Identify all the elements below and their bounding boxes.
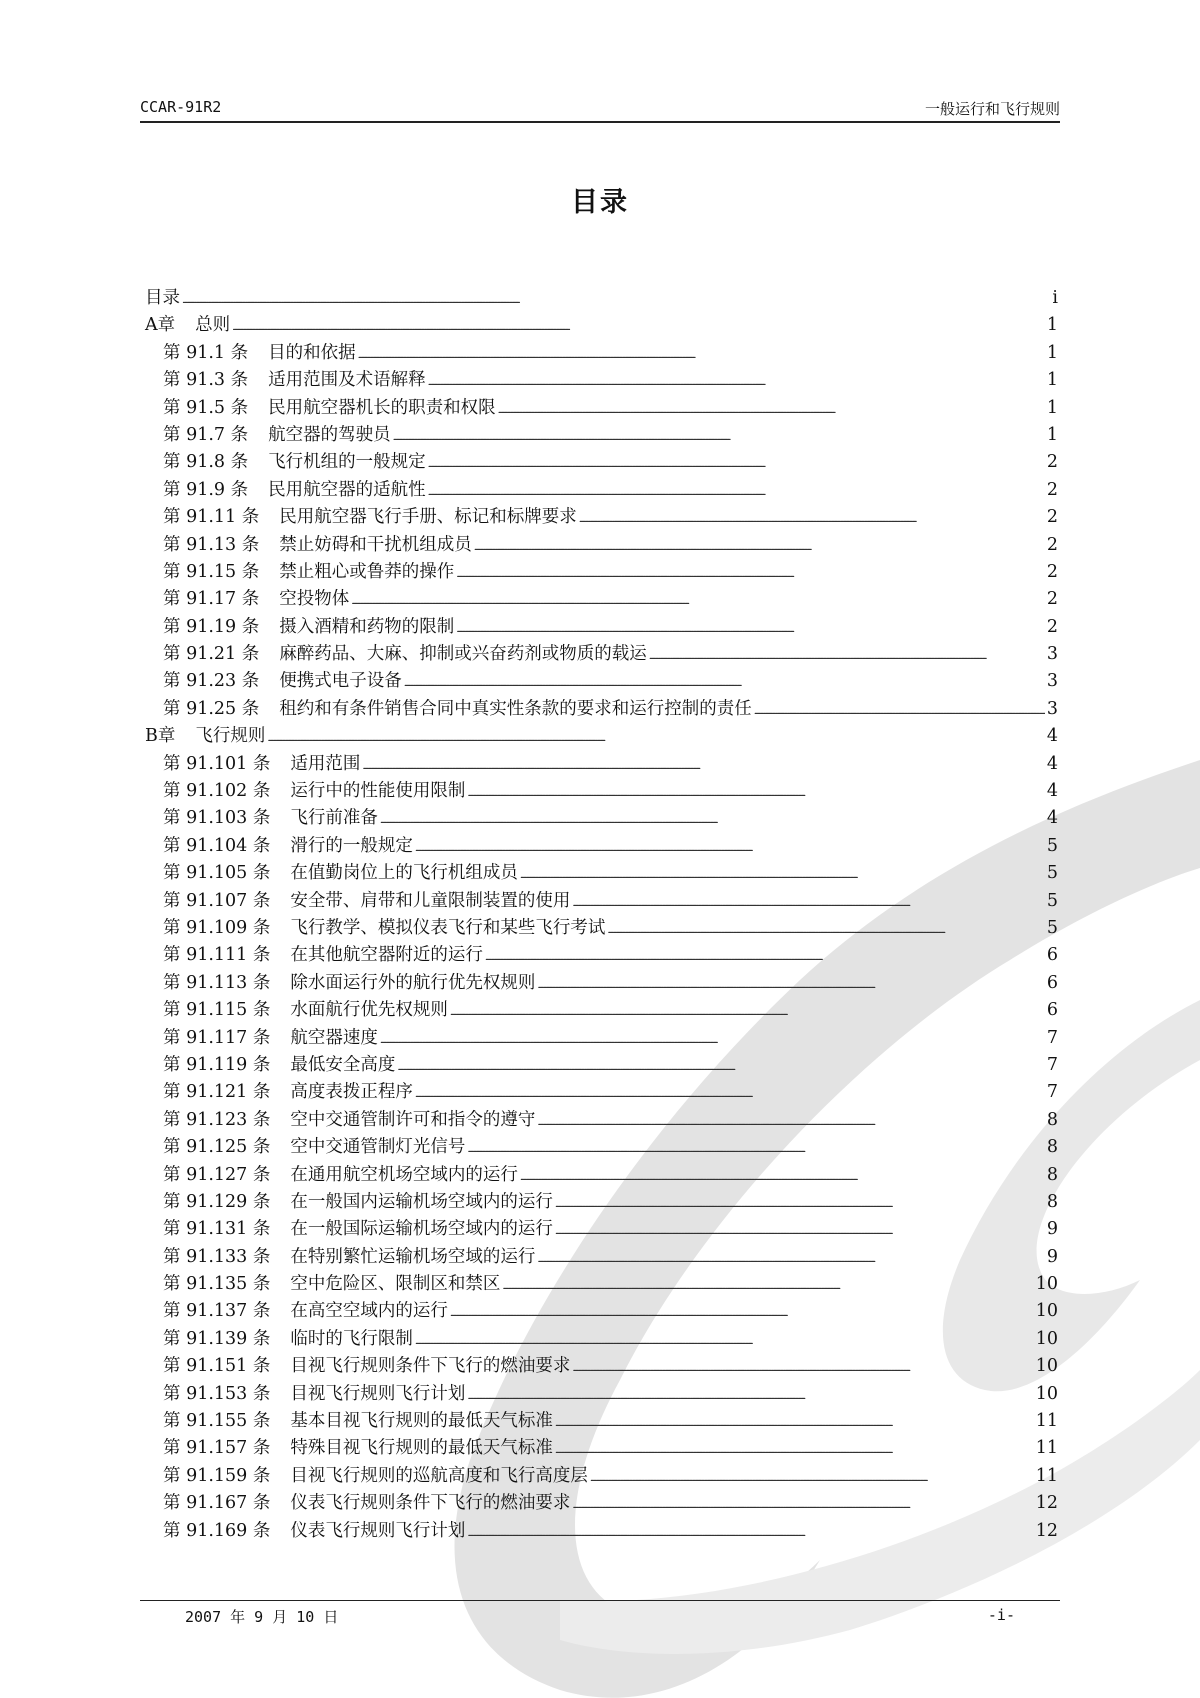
toc-entry-number: 第 91.15 条 (163, 561, 260, 582)
toc-entry-title: 安全带、肩带和儿童限制装置的使用 (290, 890, 571, 911)
page-title: 目录 (571, 187, 629, 218)
toc-entry-article[interactable] (145, 1353, 1058, 1380)
toc-entry-page: 7 (1046, 1082, 1058, 1103)
page-header (140, 98, 1060, 122)
toc-entry-title: 滑行的一般规定 (290, 835, 413, 856)
toc-entry-article[interactable] (145, 668, 1058, 695)
toc-entry-chapter[interactable] (145, 723, 1058, 750)
toc-entry-title: 飞行前准备 (290, 808, 378, 829)
toc-entry-number: 第 91.9 条 (163, 479, 249, 500)
toc-entry-title: 飞行机组的一般规定 (268, 452, 426, 473)
toc-dot-leader (518, 1162, 1045, 1189)
toc-entry-article[interactable] (145, 1025, 1058, 1052)
toc-entry-number: 第 91.155 条 (163, 1411, 271, 1432)
toc-entry-article[interactable] (145, 1518, 1058, 1545)
toc-entry-page: 2 (1046, 589, 1058, 610)
toc-entry-page: 4 (1046, 753, 1058, 774)
toc-entry-page: 11 (1035, 1438, 1058, 1459)
toc-entry-article[interactable] (145, 915, 1058, 942)
toc-entry-number: 第 91.107 条 (163, 890, 271, 911)
toc-entry-title: 运行中的性能使用限制 (290, 781, 466, 802)
toc-dot-leader (448, 997, 1045, 1024)
toc-entry-page: 5 (1046, 835, 1058, 856)
toc-entry-number: 第 91.11 条 (163, 507, 260, 528)
toc-entry-page: 2 (1046, 616, 1058, 637)
toc-entry-page: 10 (1035, 1274, 1058, 1295)
toc-entry-page: 2 (1046, 479, 1058, 500)
toc-entry-page: 10 (1035, 1356, 1058, 1377)
toc-dot-leader (360, 751, 1045, 778)
toc-dot-leader (535, 1107, 1045, 1134)
toc-dot-leader (472, 532, 1045, 559)
toc-entry-article[interactable] (145, 532, 1058, 559)
toc-entry-title: 在高空空域内的运行 (290, 1301, 448, 1322)
toc-dot-leader (395, 1052, 1045, 1079)
toc-entry-number: 第 91.127 条 (163, 1164, 271, 1185)
toc-entry-page: 12 (1035, 1520, 1058, 1541)
toc-entry-page: 1 (1046, 342, 1058, 363)
toc-entry-title: 临时的飞行限制 (290, 1328, 413, 1349)
toc-dot-leader (426, 449, 1045, 476)
toc-entry-number: 第 91.159 条 (163, 1465, 271, 1486)
toc-entry-article[interactable] (145, 614, 1058, 641)
toc-entry-page: 9 (1046, 1246, 1058, 1267)
toc-entry-page: 7 (1046, 1054, 1058, 1075)
toc-entry-article[interactable] (145, 1326, 1058, 1353)
toc-dot-leader (426, 477, 1045, 504)
toc-entry-article[interactable] (145, 997, 1058, 1024)
toc-entry-title: 禁止妨碍和干扰机组成员 (279, 534, 472, 555)
toc-entry-article[interactable] (145, 1079, 1058, 1106)
toc-entry-number: 第 91.103 条 (163, 808, 271, 829)
toc-dot-leader (535, 1244, 1045, 1271)
toc-entry-title: 水面航行优先权规则 (290, 1000, 448, 1021)
toc-entry-article[interactable] (145, 1408, 1058, 1435)
toc-dot-leader (378, 1025, 1045, 1052)
toc-dot-leader (588, 1463, 1034, 1490)
toc-entry-page: 5 (1046, 890, 1058, 911)
toc-entry-page: i (1052, 288, 1058, 308)
header-divider (140, 121, 1060, 123)
toc-entry-page: 3 (1046, 671, 1058, 692)
toc-dot-leader (553, 1408, 1034, 1435)
toc-entry-title: 目视飞行规则的巡航高度和飞行高度层 (290, 1465, 588, 1486)
toc-entry-number: 第 91.102 条 (163, 781, 271, 802)
toc-entry-article[interactable] (145, 641, 1058, 668)
toc-dot-leader (465, 1134, 1045, 1161)
toc-dot-leader (647, 641, 1045, 668)
document-title: 一般运行和飞行规则 (924, 100, 1060, 118)
toc-entry-number: 目录 (145, 288, 180, 308)
toc-dot-leader (465, 778, 1045, 805)
toc-dot-leader (349, 586, 1045, 613)
toc-entry-article[interactable] (145, 860, 1058, 887)
toc-entry-title: 适用范围 (290, 753, 361, 774)
toc-entry-article[interactable] (145, 1134, 1058, 1161)
toc-entry-title: 民用航空器的适航性 (268, 479, 426, 500)
toc-entry-article[interactable] (145, 805, 1058, 832)
toc-entry-number: 第 91.13 条 (163, 534, 260, 555)
toc-entry-title: 仪表飞行规则条件下飞行的燃油要求 (290, 1493, 571, 1514)
toc-entry-title: 在一般国际运输机场空域内的运行 (290, 1219, 553, 1240)
toc-entry-number: 第 91.121 条 (163, 1082, 271, 1103)
toc-entry-number: A章 (145, 315, 176, 336)
toc-entry-page: 6 (1046, 1000, 1058, 1021)
toc-entry-number: 第 91.125 条 (163, 1137, 271, 1158)
toc-entry-number: B章 (145, 726, 176, 747)
toc-entry-article[interactable] (145, 586, 1058, 613)
toc-entry-page: 2 (1046, 534, 1058, 555)
toc-entry-title: 除水面运行外的航行优先权规则 (290, 972, 536, 993)
toc-entry-number: 第 91.129 条 (163, 1191, 271, 1212)
toc-dot-leader (553, 1189, 1045, 1216)
toc-entry-page: 2 (1046, 452, 1058, 473)
toc-entry-page: 6 (1046, 972, 1058, 993)
toc-entry-number: 第 91.101 条 (163, 753, 271, 774)
toc-entry-number: 第 91.7 条 (163, 424, 249, 445)
toc-entry-page: 3 (1046, 644, 1058, 665)
toc-entry-number: 第 91.104 条 (163, 835, 271, 856)
toc-entry-title: 飞行教学、模拟仪表飞行和某些飞行考试 (290, 917, 606, 938)
toc-entry-title: 航空器速度 (290, 1027, 378, 1048)
toc-entry-number: 第 91.113 条 (163, 972, 271, 993)
toc-entry-page: 8 (1046, 1164, 1058, 1185)
toc-dot-leader (454, 614, 1045, 641)
toc-entry-number: 第 91.111 条 (163, 945, 271, 966)
toc-dot-leader (448, 1298, 1034, 1325)
footer-divider (140, 1600, 1060, 1601)
toc-entry-page: 7 (1046, 1027, 1058, 1048)
toc-entry-chapter[interactable] (145, 312, 1058, 339)
toc-entry-number: 第 91.3 条 (163, 370, 249, 391)
toc-dot-leader (605, 915, 1045, 942)
toc-entry-title: 禁止粗心或鲁莽的操作 (279, 561, 455, 582)
toc-entry-page: 1 (1046, 424, 1058, 445)
toc-entry-title: 空中交通管制灯光信号 (290, 1137, 466, 1158)
toc-entry-title: 总则 (195, 315, 231, 336)
toc-entry-number: 第 91.135 条 (163, 1274, 271, 1295)
toc-entry-title: 民用航空器飞行手册、标记和标牌要求 (279, 507, 577, 528)
toc-entry-article[interactable] (145, 1189, 1058, 1216)
toc-entry-number: 第 91.115 条 (163, 1000, 271, 1021)
toc-dot-leader (265, 723, 1044, 750)
toc-entry-number: 第 91.105 条 (163, 863, 271, 884)
toc-dot-leader (454, 559, 1045, 586)
toc-entry-article[interactable] (145, 1162, 1058, 1189)
toc-dot-leader (577, 504, 1045, 531)
toc-entry-article[interactable] (145, 1463, 1058, 1490)
toc-entry-title: 基本目视飞行规则的最低天气标准 (290, 1411, 553, 1432)
toc-entry-article[interactable] (145, 1244, 1058, 1271)
toc-entry-number: 第 91.157 条 (163, 1438, 271, 1459)
toc-entry-article[interactable] (145, 1435, 1058, 1462)
toc-entry-page: 2 (1046, 507, 1058, 528)
toc-entry-article[interactable] (145, 1381, 1058, 1408)
table-of-contents (145, 285, 1058, 1545)
toc-entry-page: 8 (1046, 1191, 1058, 1212)
toc-entry-article[interactable] (145, 1216, 1058, 1243)
toc-entry-number: 第 91.109 条 (163, 917, 271, 938)
toc-dot-leader (413, 1326, 1034, 1353)
toc-entry-page: 10 (1035, 1383, 1058, 1404)
toc-entry-page: 9 (1046, 1219, 1058, 1240)
toc-entry-title: 仪表飞行规则飞行计划 (290, 1520, 466, 1541)
toc-dot-leader (356, 340, 1045, 367)
toc-dot-leader (553, 1216, 1045, 1243)
toc-entry-page: 10 (1035, 1328, 1058, 1349)
toc-entry-number: 第 91.119 条 (163, 1054, 271, 1075)
toc-entry-number: 第 91.123 条 (163, 1109, 271, 1130)
toc-dot-leader (570, 1353, 1033, 1380)
toc-dot-leader (570, 1490, 1033, 1517)
toc-entry-page: 11 (1035, 1411, 1058, 1432)
toc-entry-article[interactable] (145, 942, 1058, 969)
toc-dot-leader (378, 805, 1045, 832)
toc-entry-title: 适用范围及术语解释 (268, 370, 426, 391)
toc-entry-number: 第 91.153 条 (163, 1383, 271, 1404)
footer-date: 2007 年 9 月 10 日 (185, 1608, 339, 1626)
toc-entry-article[interactable] (145, 449, 1058, 476)
toc-entry-page: 12 (1035, 1493, 1058, 1514)
toc-entry-title: 空投物体 (279, 589, 350, 610)
toc-entry-article[interactable] (145, 422, 1058, 449)
toc-entry-article[interactable] (145, 888, 1058, 915)
toc-dot-leader (496, 395, 1045, 422)
toc-dot-leader (518, 860, 1045, 887)
toc-entry-title: 飞行规则 (195, 726, 266, 747)
toc-entry-title: 麻醉药品、大麻、抑制或兴奋药剂或物质的载运 (279, 644, 647, 665)
toc-entry-page: 11 (1035, 1465, 1058, 1486)
toc-entry-page: 8 (1046, 1109, 1058, 1130)
toc-entry-number: 第 91.151 条 (163, 1356, 271, 1377)
toc-entry-title: 目的和依据 (268, 342, 356, 363)
toc-dot-leader (180, 285, 1046, 312)
toc-dot-leader (553, 1435, 1034, 1462)
toc-entry-article[interactable] (145, 1052, 1058, 1079)
toc-entry-article[interactable] (145, 778, 1058, 805)
toc-entry-article[interactable] (145, 1490, 1058, 1517)
toc-dot-leader (500, 1271, 1033, 1298)
toc-entry-title: 便携式电子设备 (279, 671, 402, 692)
toc-dot-leader (402, 668, 1045, 695)
toc-entry-number: 第 91.167 条 (163, 1493, 271, 1514)
toc-entry-page: 10 (1035, 1301, 1058, 1322)
toc-entry-page: 4 (1046, 781, 1058, 802)
toc-dot-leader (483, 942, 1045, 969)
toc-entry-page: 4 (1046, 808, 1058, 829)
toc-dot-leader (465, 1518, 1033, 1545)
toc-entry-title: 在特别繁忙运输机场空域的运行 (290, 1246, 536, 1267)
toc-entry-page: 2 (1046, 561, 1058, 582)
toc-entry-page: 4 (1046, 726, 1058, 747)
toc-entry-article[interactable] (145, 1271, 1058, 1298)
toc-entry-title: 目视飞行规则条件下飞行的燃油要求 (290, 1356, 571, 1377)
toc-entry-article[interactable] (145, 833, 1058, 860)
toc-entry-number: 第 91.133 条 (163, 1246, 271, 1267)
toc-entry-number: 第 91.21 条 (163, 644, 260, 665)
toc-dot-leader (570, 888, 1045, 915)
toc-entry-title: 特殊目视飞行规则的最低天气标准 (290, 1438, 553, 1459)
toc-entry-title: 在值勤岗位上的飞行机组成员 (290, 863, 518, 884)
toc-entry-article[interactable] (145, 477, 1058, 504)
toc-dot-leader (535, 970, 1045, 997)
toc-entry-article[interactable] (145, 559, 1058, 586)
toc-entry-article[interactable] (145, 1298, 1058, 1325)
toc-dot-leader (752, 696, 1045, 723)
toc-dot-leader (413, 1079, 1045, 1106)
toc-entry-number: 第 91.1 条 (163, 342, 249, 363)
toc-entry-page: 1 (1046, 397, 1058, 418)
toc-entry-page: 1 (1046, 370, 1058, 391)
toc-entry-number: 第 91.23 条 (163, 671, 260, 692)
toc-entry-number: 第 91.117 条 (163, 1027, 271, 1048)
toc-dot-leader (391, 422, 1045, 449)
toc-entry-title: 摄入酒精和药物的限制 (279, 616, 455, 637)
toc-entry-article[interactable] (145, 367, 1058, 394)
toc-entry-number: 第 91.19 条 (163, 616, 260, 637)
toc-entry-article[interactable] (145, 696, 1058, 723)
toc-entry-number: 第 91.17 条 (163, 589, 260, 610)
toc-entry-article[interactable] (145, 1107, 1058, 1134)
toc-entry-number: 第 91.139 条 (163, 1328, 271, 1349)
toc-entry-number: 第 91.5 条 (163, 397, 249, 418)
toc-entry-title: 空中交通管制许可和指令的遵守 (290, 1109, 536, 1130)
toc-entry-article[interactable] (145, 395, 1058, 422)
toc-entry-title: 目视飞行规则飞行计划 (290, 1383, 466, 1404)
toc-entry-page: 1 (1046, 315, 1058, 336)
toc-dot-leader (426, 367, 1045, 394)
toc-entry-article[interactable] (145, 751, 1058, 778)
footer-page-number: -i- (987, 1606, 1015, 1624)
toc-entry-page: 6 (1046, 945, 1058, 966)
toc-entry-article[interactable] (145, 340, 1058, 367)
toc-entry-number: 第 91.137 条 (163, 1301, 271, 1322)
toc-entry-number: 第 91.169 条 (163, 1520, 271, 1541)
toc-entry-page: 5 (1046, 863, 1058, 884)
toc-entry-page: 8 (1046, 1137, 1058, 1158)
toc-entry-title: 航空器的驾驶员 (268, 424, 391, 445)
toc-entry-number: 第 91.8 条 (163, 452, 249, 473)
toc-entry-title: 在一般国内运输机场空域内的运行 (290, 1191, 553, 1212)
toc-entry-title: 空中危险区、限制区和禁区 (290, 1274, 501, 1295)
page-footer (140, 1606, 1060, 1630)
toc-entry-number: 第 91.131 条 (163, 1219, 271, 1240)
toc-entry-page: 5 (1046, 917, 1058, 938)
toc-entry-page: 3 (1046, 698, 1058, 719)
toc-entry-title: 在其他航空器附近的运行 (290, 945, 483, 966)
toc-entry-title: 在通用航空机场空域内的运行 (290, 1164, 518, 1185)
toc-entry-chapter[interactable] (145, 285, 1058, 312)
toc-entry-title: 高度表拨正程序 (290, 1082, 413, 1103)
regulation-code: CCAR-91R2 (140, 98, 222, 116)
toc-entry-title: 租约和有条件销售合同中真实性条款的要求和运行控制的责任 (279, 698, 752, 719)
toc-entry-title: 民用航空器机长的职责和权限 (268, 397, 496, 418)
toc-entry-article[interactable] (145, 504, 1058, 531)
toc-entry-article[interactable] (145, 970, 1058, 997)
toc-dot-leader (413, 833, 1045, 860)
toc-entry-number: 第 91.25 条 (163, 698, 260, 719)
toc-entry-title: 最低安全高度 (290, 1054, 396, 1075)
toc-dot-leader (465, 1381, 1033, 1408)
toc-dot-leader (230, 312, 1045, 339)
